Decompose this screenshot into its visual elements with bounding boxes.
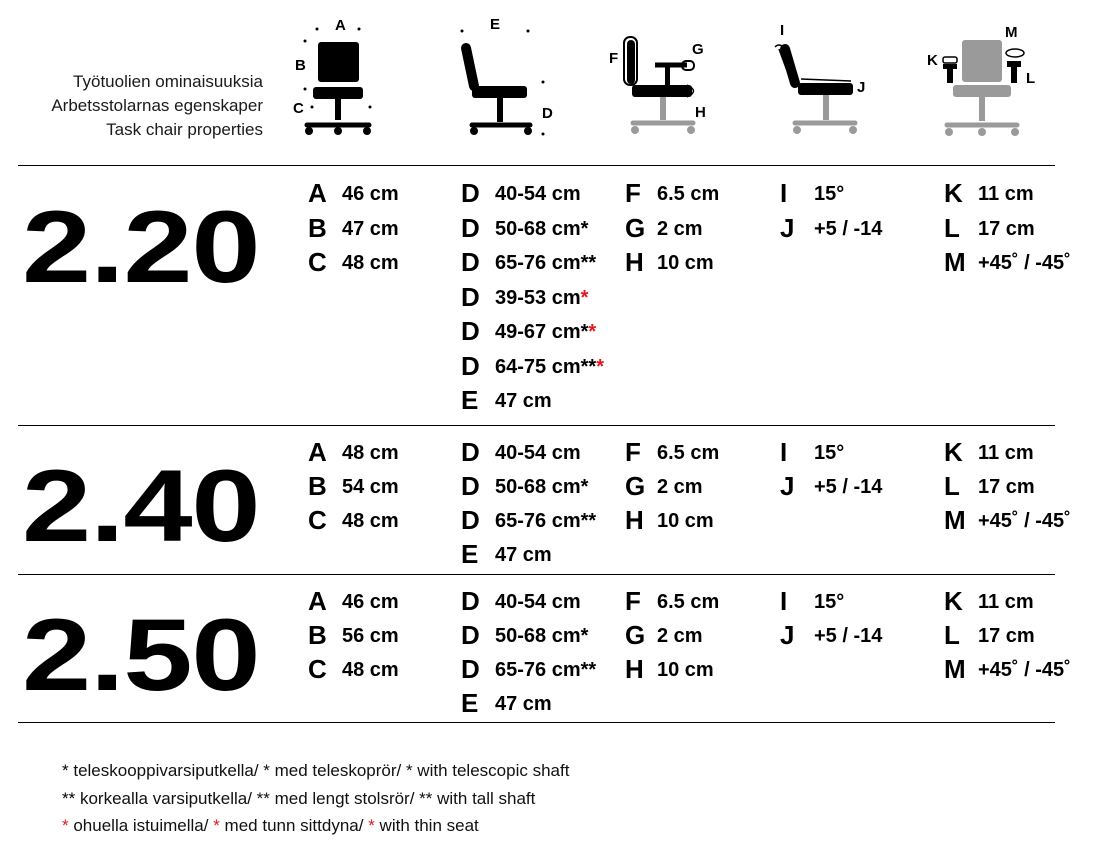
spec-letter: D	[461, 247, 480, 277]
spec-value	[495, 182, 581, 206]
spec-letter: D	[461, 437, 480, 467]
spec-value	[342, 251, 399, 275]
spec-value	[657, 590, 719, 614]
spec-value-text: 11 cm	[978, 591, 1034, 613]
spec-letter: D	[461, 586, 480, 616]
spec-value	[978, 509, 1071, 533]
spec-letter: M	[944, 247, 966, 277]
spec-letter: K	[944, 586, 963, 616]
spec-value	[657, 441, 719, 465]
spec-value	[978, 590, 1034, 614]
spec-value	[978, 658, 1071, 682]
chair-arm-adjust-diagram-icon	[925, 15, 1045, 145]
spec-value	[495, 355, 604, 379]
spec-value-text: 50-68 cm*	[495, 476, 589, 498]
diagram-label-j: J	[857, 79, 866, 96]
spec-letter: D	[461, 505, 480, 535]
spec-value-text: 65-76 cm**	[495, 510, 597, 532]
spec-letter: D	[461, 471, 480, 501]
model-number: 2.40	[22, 449, 260, 563]
spec-value-text: 46 cm	[342, 183, 399, 205]
spec-value-text: +5 / -14	[814, 476, 883, 498]
spec-value	[495, 441, 581, 465]
spec-value-text: 15°	[814, 183, 845, 205]
spec-value-text: 2 cm	[657, 625, 703, 647]
diagram-label-l: L	[1026, 70, 1036, 87]
spec-value	[342, 475, 399, 499]
spec-letter: K	[944, 437, 963, 467]
spec-letter: G	[625, 212, 646, 243]
diagram-label-k: K	[927, 52, 938, 69]
spec-letter: E	[461, 539, 479, 569]
spec-letter: J	[780, 212, 795, 243]
spec-value-text: 65-76 cm**	[495, 252, 597, 274]
spec-value	[495, 590, 581, 614]
spec-value	[657, 624, 703, 648]
thin-seat-mark: *	[580, 286, 589, 309]
spec-value-text: 49-67 cm*	[495, 321, 589, 343]
spec-letter: C	[308, 247, 327, 277]
spec-letter: F	[625, 178, 641, 208]
spec-letter: L	[944, 212, 960, 243]
diagram-label-i: I	[780, 22, 785, 39]
spec-value	[495, 251, 596, 275]
spec-letter: J	[780, 620, 795, 650]
spec-value	[978, 217, 1035, 241]
spec-value-text: 15°	[814, 442, 845, 464]
spec-value	[495, 320, 596, 344]
spec-value	[495, 543, 552, 567]
spec-value-text: 10 cm	[657, 252, 714, 274]
spec-value-text: +5 / -14	[814, 217, 883, 240]
divider	[18, 722, 1055, 723]
header-title-fi: Työtuolien ominaisuuksia	[73, 72, 263, 91]
model-number: 2.50	[22, 598, 260, 712]
spec-value	[978, 624, 1035, 648]
spec-value-text: 10 cm	[657, 510, 714, 532]
spec-value-text: 64-75 cm**	[495, 355, 597, 378]
spec-letter: I	[780, 178, 788, 208]
spec-letter: D	[461, 178, 480, 208]
spec-value	[495, 475, 588, 499]
spec-value	[342, 217, 399, 241]
spec-value	[657, 475, 703, 499]
diagram-label-m: M	[1005, 24, 1018, 41]
spec-letter: A	[308, 586, 327, 616]
diagram-label-c: C	[293, 100, 304, 117]
spec-value-text: 40-54 cm	[495, 183, 581, 205]
spec-value-text: +45˚ / -45˚	[978, 510, 1071, 532]
header-title	[51, 70, 263, 142]
spec-value	[814, 475, 882, 499]
spec-value	[495, 624, 588, 648]
spec-value-text: 10 cm	[657, 659, 714, 681]
spec-value	[657, 217, 703, 241]
spec-value	[342, 624, 399, 648]
spec-value	[495, 692, 552, 716]
diagram-label-e: E	[490, 16, 501, 33]
spec-letter: F	[625, 586, 641, 616]
spec-value	[814, 182, 844, 206]
spec-letter: E	[461, 385, 479, 415]
footnote-tall-shaft: ** korkealla varsiputkella/ ** med lengt stolsrör/ ** with tall shaft	[62, 788, 536, 808]
spec-value-text: 6.5 cm	[657, 442, 720, 464]
diagram-label-a: A	[335, 17, 346, 34]
spec-value	[495, 509, 596, 533]
diagram-label-b: B	[295, 57, 306, 74]
spec-value-text: 2 cm	[657, 217, 703, 240]
spec-value	[978, 182, 1034, 206]
spec-value-text: 48 cm	[342, 510, 399, 532]
spec-value-text: 50-68 cm*	[495, 217, 589, 240]
spec-value-text: 47 cm	[495, 390, 552, 412]
spec-value-text: 48 cm	[342, 252, 399, 274]
spec-value	[495, 658, 596, 682]
divider	[18, 425, 1055, 426]
spec-value-text: 39-53 cm	[495, 286, 581, 309]
spec-value-text: 40-54 cm	[495, 591, 581, 613]
spec-letter: K	[944, 178, 963, 208]
footnotes	[62, 757, 569, 840]
spec-value-text: 11 cm	[978, 183, 1034, 205]
spec-letter: H	[625, 505, 644, 535]
spec-value	[342, 182, 399, 206]
diagram-label-f: F	[609, 50, 619, 67]
thin-seat-mark: *	[588, 321, 597, 343]
spec-letter: H	[625, 654, 644, 684]
spec-value	[657, 658, 714, 682]
spec-letter: G	[625, 471, 646, 501]
spec-value-text: 50-68 cm*	[495, 625, 589, 647]
spec-letter: G	[625, 620, 646, 650]
spec-value	[814, 624, 882, 648]
divider	[18, 165, 1055, 166]
chair-de-diagram-icon	[450, 10, 560, 145]
spec-value	[657, 251, 714, 275]
spec-value-text: +45˚ / -45˚	[978, 659, 1071, 681]
thin-seat-mark: *	[596, 355, 604, 378]
spec-value-text: 6.5 cm	[657, 183, 720, 205]
model-number: 2.20	[22, 190, 260, 304]
spec-value	[814, 590, 844, 614]
diagram-label-d: D	[542, 105, 553, 122]
spec-letter: A	[308, 437, 327, 467]
spec-value-text: 17 cm	[978, 625, 1035, 647]
spec-letter: H	[625, 247, 644, 277]
spec-value	[342, 658, 399, 682]
spec-letter: D	[461, 316, 480, 346]
spec-value	[495, 286, 588, 310]
spec-letter: D	[461, 212, 480, 243]
spec-letter: D	[461, 350, 480, 381]
spec-letter: L	[944, 471, 960, 501]
spec-value-text: 48 cm	[342, 659, 399, 681]
spec-value-text: 46 cm	[342, 591, 399, 613]
header-title-sv: Arbetsstolarnas egenskaper	[51, 96, 263, 115]
spec-value	[657, 509, 714, 533]
spec-letter: D	[461, 281, 480, 312]
chair-armrest-diagram-icon	[605, 25, 720, 145]
footnote-telescopic: * teleskooppivarsiputkella/ * med teleskoprör/ * with telescopic shaft	[62, 761, 570, 780]
spec-value-text: 54 cm	[342, 476, 399, 498]
spec-value	[342, 590, 399, 614]
spec-value-text: 47 cm	[495, 693, 552, 715]
spec-letter: E	[461, 688, 479, 718]
spec-value	[657, 182, 719, 206]
spec-value	[978, 251, 1071, 275]
spec-value	[342, 441, 399, 465]
spec-letter: A	[308, 178, 327, 208]
spec-value-text: 2 cm	[657, 476, 703, 498]
spec-value-text: 17 cm	[978, 217, 1035, 240]
footnote-thin-seat: * ohuella istuimella/ * med tunn sittdyna/ * with thin seat	[62, 816, 479, 835]
divider	[18, 574, 1055, 575]
spec-letter: D	[461, 620, 480, 650]
spec-value-text: 11 cm	[978, 442, 1034, 464]
spec-letter: B	[308, 471, 327, 501]
spec-value-text: 65-76 cm**	[495, 659, 597, 681]
spec-value-text: +45˚ / -45˚	[978, 252, 1071, 274]
spec-letter: J	[780, 471, 795, 501]
spec-value-text: 40-54 cm	[495, 442, 581, 464]
spec-letter: D	[461, 654, 480, 684]
spec-value-text: 47 cm	[495, 544, 552, 566]
spec-value-text: 17 cm	[978, 476, 1035, 498]
spec-value-text: 6.5 cm	[657, 591, 720, 613]
spec-value	[978, 441, 1034, 465]
diagram-label-h: H	[695, 104, 706, 121]
diagram-label-g: G	[692, 41, 704, 58]
chair-tilt-diagram-icon	[765, 15, 875, 145]
spec-value	[342, 509, 399, 533]
spec-value	[814, 441, 844, 465]
spec-value-text: 56 cm	[342, 625, 399, 647]
spec-value-text: +5 / -14	[814, 625, 883, 647]
spec-letter: L	[944, 620, 960, 650]
spec-value	[978, 475, 1035, 499]
spec-value-text: 15°	[814, 591, 845, 613]
spec-value-text: 48 cm	[342, 442, 399, 464]
spec-letter: B	[308, 620, 327, 650]
spec-letter: M	[944, 654, 966, 684]
spec-value-text: 47 cm	[342, 217, 399, 240]
spec-letter: I	[780, 586, 788, 616]
spec-letter: I	[780, 437, 788, 467]
spec-letter: F	[625, 437, 641, 467]
spec-value	[495, 217, 588, 241]
chair-abc-diagram-icon	[285, 10, 385, 145]
spec-letter: B	[308, 212, 327, 243]
spec-value	[814, 217, 882, 241]
spec-letter: C	[308, 654, 327, 684]
spec-letter: M	[944, 505, 966, 535]
spec-value	[495, 389, 552, 413]
spec-letter: C	[308, 505, 327, 535]
header-title-en: Task chair properties	[106, 120, 263, 139]
